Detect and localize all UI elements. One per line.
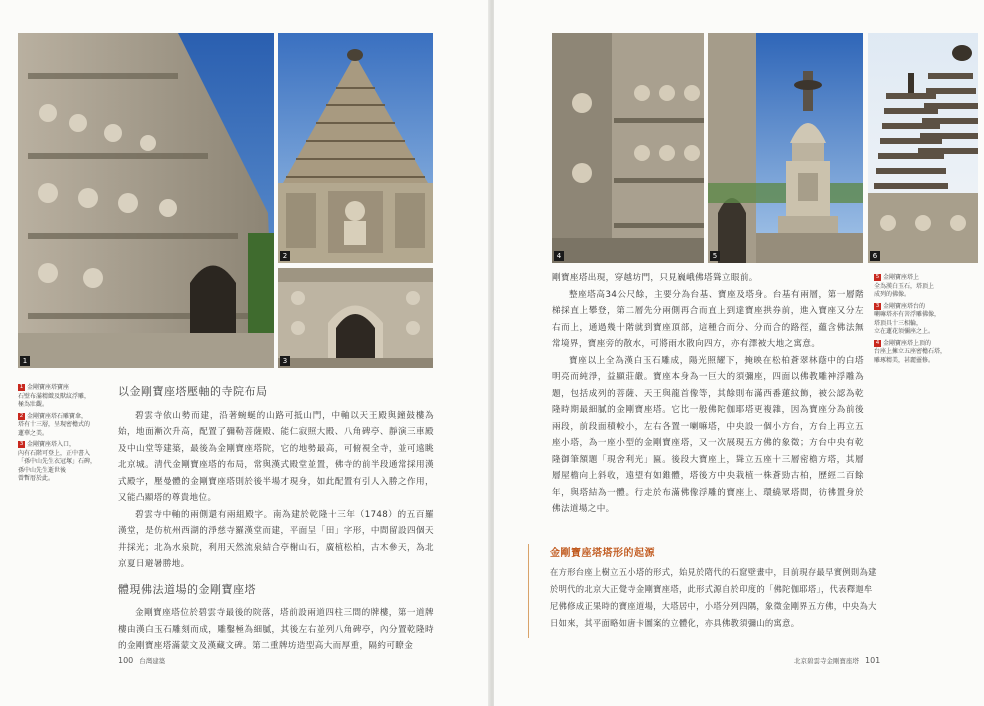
caption-4 (874, 340, 978, 366)
page-folio-right (794, 656, 880, 665)
paragraph-continued: 剛寶座塔出現，穿越坊門，只見巍峨佛塔聳立眼前。 (552, 273, 758, 283)
photo-number-badge: 4 (554, 251, 564, 261)
paragraph: 碧雲寺中軸的兩側還有兩組殿字。南為建於乾隆十三年（1748）的五百羅漢堂，是仿杭州西湖的淨慈寺羅漢堂而建，平面呈「田」字形，中間留設四個天井採光；北為水泉院，利用天然流泉結合亭榭山石，廣植松柏，古木參天，為北京夏日避暑勝地。 (118, 509, 434, 569)
sidebar-title: 金剛寶座塔塔形的起源 (550, 548, 655, 559)
caption-3 (18, 441, 106, 484)
caption-number: 5 (875, 274, 880, 280)
photo-carved-wall (18, 33, 274, 368)
caption-1 (18, 384, 106, 410)
paragraph: 寶座以上全為漢白玉石雕成，陽光照耀下，掩映在松柏蒼翠林蔭中的白塔明亮而純淨，益顯莊嚴。寶座本身為一巨大的須彌座，四面以佛教雕神浮雕為題，包括成列的菩薩、天王與龍首像等，其餘則布滿西番蓮紋飾，被公認為乾隆時期最細膩的金剛寶座塔。它比一般佛陀伽耶塔更複雜，因為寶座分為前後兩段，前段面積較小，左右各置一喇嘛塔，中央設一個小方台，方台上再立五座小塔，為一座小型的金剛寶座塔，又一次展現五方佛的象徵；方台中央有乾隆御筆額題「現舍利光」匾。後段大寶座上，聳立五座十三層密檐方塔，其層層屋檐向上斜收，遠望有如錐體，塔後方中央栽植一株蒼勁古柏，歷經二百餘年，與塔結為一體。行走於布滿佛像浮雕的寶座上、環繞眾塔間，彷彿置身於佛法道場之中。 (552, 355, 864, 514)
left-page (0, 0, 490, 706)
page-number: 101 (865, 656, 881, 665)
section-heading: 體現佛法道場的金剛寶座塔 (118, 582, 256, 596)
photo-number-badge: 5 (710, 251, 720, 261)
caption-number: 1 (19, 384, 24, 390)
caption-6 (874, 303, 978, 337)
photo-number-badge: 2 (280, 251, 290, 261)
paragraph: 碧雲寺依山勢而建，沿著蜿蜒的山路可抵山門，中軸以天王殿與鐘鼓樓為始，地面漸次升高，配置了彌勒菩薩殿、能仁寂照大殿、八角碑亭、靜演三車殿及中山堂等建築，最後為金剛寶座塔院，它的地勢最高，可俯視全寺，並可遠眺北京城。清代金剛寶座塔的布局，常與漢式殿堂並置，佛寺的前半段通常採用漢式殿字，壓曼體的金剛寶座塔則於後半場才現身，如此配置有引人入勝之作用，又能凸顯塔的尊貴地位。 (118, 410, 434, 503)
caption-number: 2 (19, 412, 24, 419)
caption-text: 金剛寶座塔上 全為漢白玉石，塔頂上 成列的佛像。 (874, 274, 935, 298)
running-title: 北京碧雲寺金剛寶座塔 (794, 657, 859, 665)
photo-stupa-relief (278, 33, 433, 263)
photo-number-badge: 6 (870, 251, 880, 261)
caption-number: 3 (875, 302, 880, 309)
photo-relief-wall (552, 33, 704, 263)
photo-arched-entrance (278, 268, 433, 368)
caption-column (18, 384, 106, 487)
sidebar-text: 在方形台座上樹立五小塔的形式，始見於隋代的石窟壁畫中，目前現存最早實例則為建於明代的北京大正覺寺金剛寶座塔，此形式源自於印度的「佛陀伽耶塔」，代表釋迦牟尼佛修成正果時的寶座道場，大塔居中，小塔分列四隅，象徵金剛界五方佛，中央為大日如來，其平面略如唐卡圖案的立體化，亦具佛教須彌山的寓意。 (550, 567, 877, 628)
photo-number-badge: 1 (20, 356, 30, 366)
paragraph: 金剛寶座塔位於碧雲寺最後的院落，塔前設兩道四柱三間的牌樓，第一道牌樓由漢白玉石雕刻而成，雕鑿極為細膩，其後左右並列八角碑亭，內分置乾隆時的金剛寶座塔滿蒙文及漢藏文碑。第二重牌坊造型高大而厚重，隔約可瞭金 (118, 608, 434, 651)
sidebar-bracket (528, 544, 545, 638)
caption-number: 3 (19, 441, 24, 447)
running-title: 台灣建築 (139, 657, 166, 665)
caption-5 (874, 274, 978, 300)
photo-number-badge: 3 (280, 356, 290, 366)
caption-text: 金剛寶座塔入口， 內有石階可登上，正中書入 「孫中山先生衣冠塚」石碑， 孫中山先生逝世後 曾暫厝於此。 (18, 441, 97, 482)
caption-2 (18, 413, 106, 439)
caption-number: 4 (875, 339, 880, 346)
caption-text: 金剛寶座塔石雕寶傘， 塔有十三層，呈現密檐式的 蓮華之美。 (18, 412, 91, 437)
paragraph: 整座塔高34公尺餘，主要分為台基、寶座及塔身。台基有兩層，第一層階梯採直上攀登，第二層先分兩側再合而直上到達寶座拱券前，進入寶座又分左右而上，通過幾十階就到寶座頂部，這種合而分、分而合的路徑，蘊含佛法無常境界，寶座旁的散水，可將雨水散向四方，亦有澤被大地之寓意。 (552, 289, 864, 349)
sidebar-box (528, 544, 888, 652)
page-number: 100 (118, 656, 134, 665)
right-page (494, 0, 984, 706)
section-heading: 以金剛寶座塔壓軸的寺院布局 (118, 385, 268, 398)
page-folio-left (118, 656, 165, 665)
left-body-text (118, 380, 434, 655)
photo-dense-eave-pagodas (868, 33, 978, 263)
caption-text: 金剛寶座塔寶座 石壁布滿精緻及獸紋浮雕， 極為壯觀。 (18, 384, 91, 408)
photo-lama-stupa (708, 33, 863, 263)
right-body-text (552, 270, 864, 518)
caption-text: 金剛寶座塔台的 喇嘛塔亦有菩浮雕佛像， 塔頂具十三相輪， 立在蓮花須彌座之上。 (874, 302, 941, 335)
caption-column (874, 274, 978, 368)
caption-text: 金剛寶座塔上頂的 台座上擁立五座密檐石塔， 雕琢精美，甚麗靈修。 (874, 339, 947, 364)
